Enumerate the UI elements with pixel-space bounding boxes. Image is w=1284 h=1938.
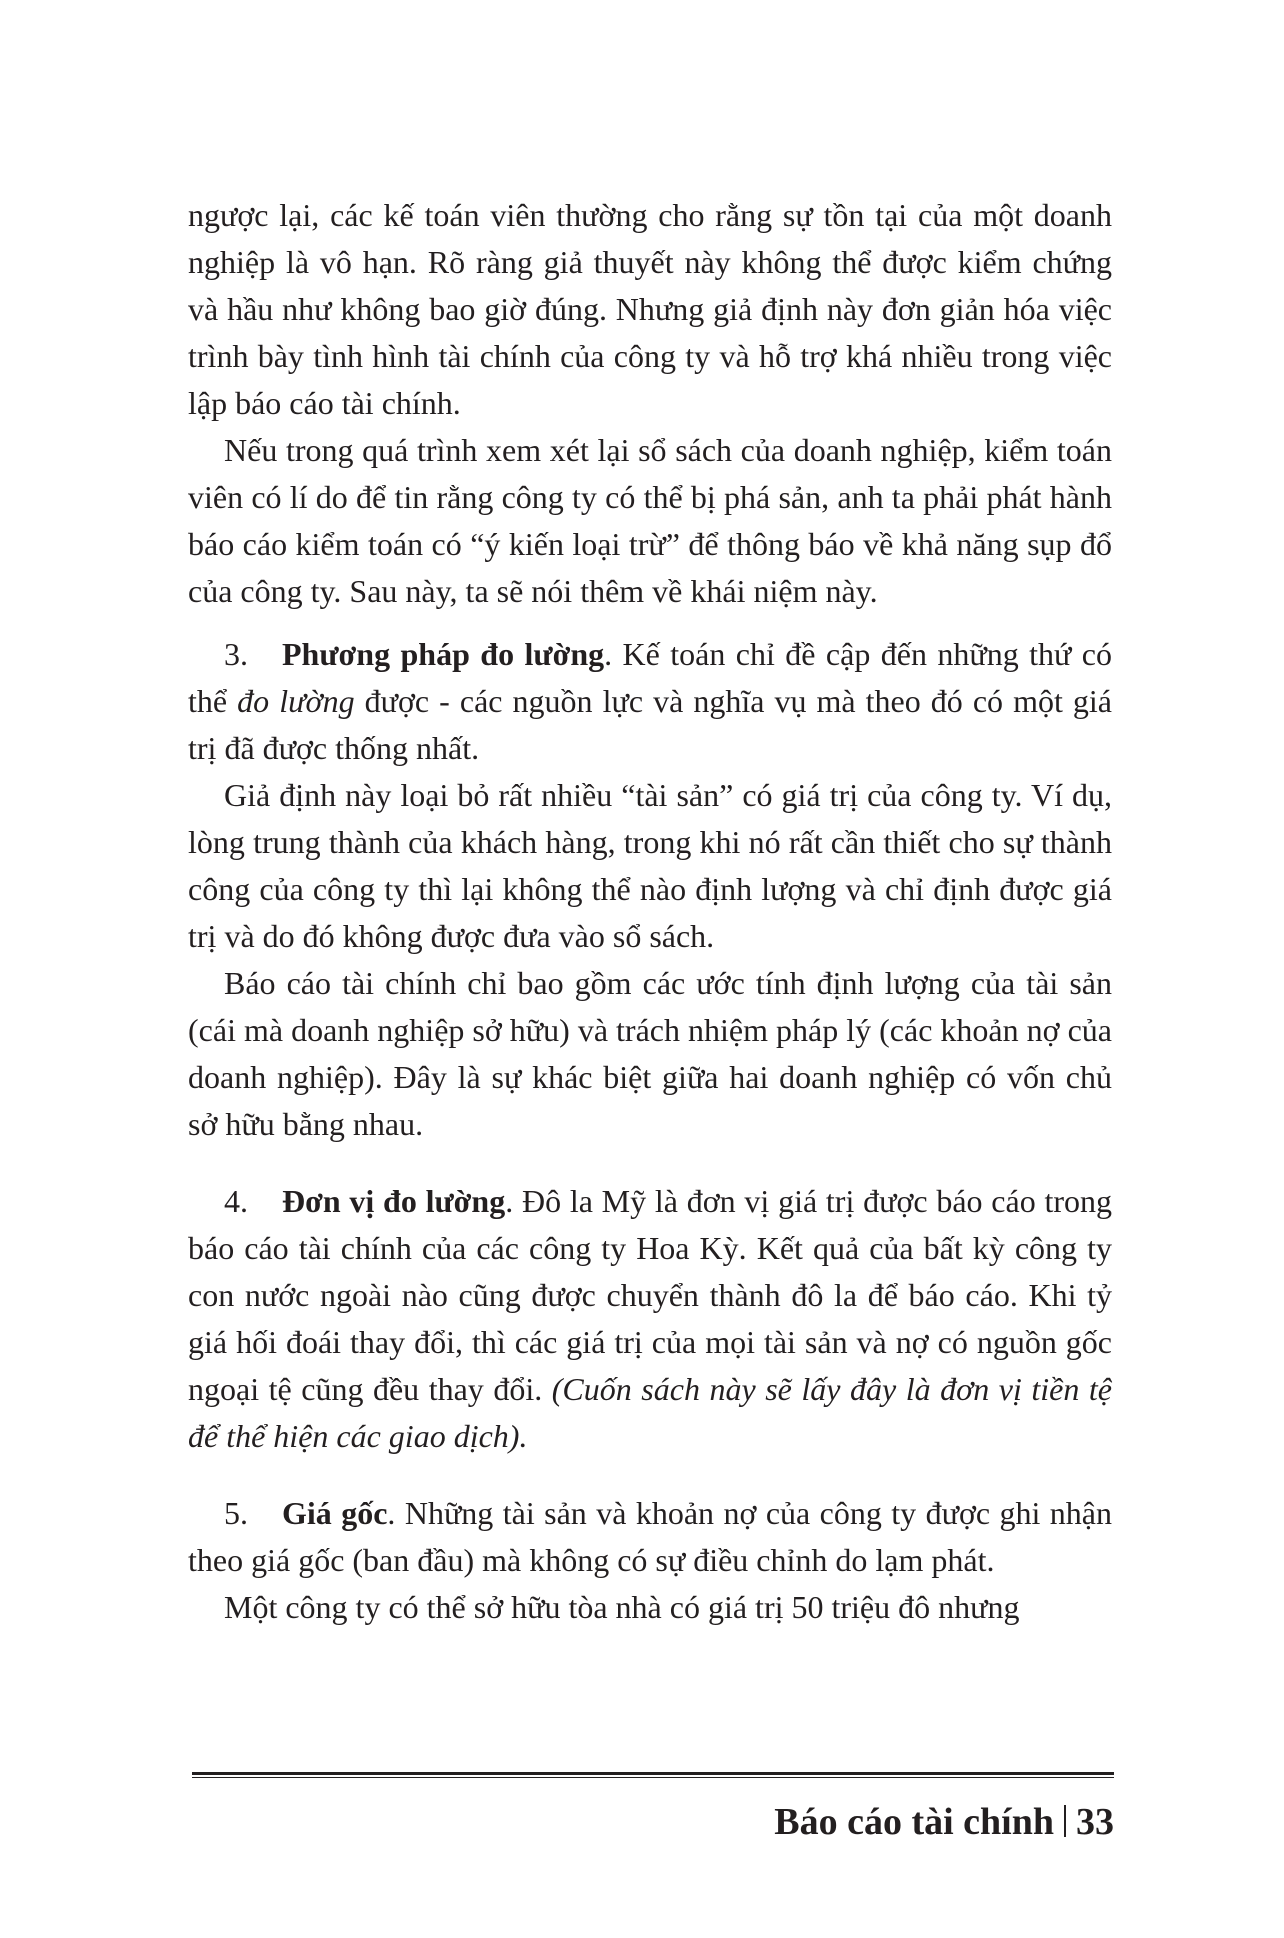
section-4-heading: Đơn vị đo lường [282,1183,506,1219]
paragraph-building-value: Một công ty có thể sở hữu tòa nhà có giá trị 50 triệu đô nhưng [224,1589,1020,1625]
section-4-unit [188,1178,1112,1460]
paragraph-auditor-opinion: Nếu trong quá trình xem xét lại sổ sách của doanh nghiệp, kiểm toán viên có lí do để tin rằng công ty có thể bị phá sản, anh ta phải phát hành báo cáo kiểm toán có “ý kiến loại trừ” để thông báo về khả năng sụp đổ của công ty. Sau này, ta sẽ nói thêm về khái niệm này. [188,432,1112,609]
section-3-text-b: được - các nguồn lực và nghĩa vụ mà theo đó có một giá trị đã được thống nhất. [188,683,1112,766]
section-3-heading: Phương pháp đo lường [282,636,605,672]
footer-separator [1064,1805,1066,1837]
section-4-text: . Đô la Mỹ là đơn vị giá trị được báo cáo trong báo cáo tài chính của các công ty Hoa Kỳ. Kết quả của bất kỳ công ty con nước ngoài nào cũng được chuyển thành đô la để báo cáo. Khi tỷ giá hối đoái thay đổi, thì các giá trị của mọi tài sản và nợ có nguồn gốc ngoại tệ cũng đều thay đổi. [188,1183,1113,1407]
section-5-historical-cost [188,1490,1112,1584]
section-3-measurement [188,631,1112,772]
paragraph-continuation: ngược lại, các kế toán viên thường cho rằng sự tồn tại của một doanh nghiệp là vô hạn. Rõ ràng giả thuyết này không thể được kiểm chứng và hầu như không bao giờ đúng. Nhưng giả định này đơn giản hóa việc trình bày tình hình tài chính của công ty và hỗ trợ khá nhiều trong việc lập báo cáo tài chính. [188,197,1112,421]
running-footer [774,1800,1114,1844]
section-4-number: 4. [224,1183,248,1219]
section-5-text: . Những tài sản và khoản nợ của công ty được ghi nhận theo giá gốc (ban đầu) mà không có sự điều chỉnh do lạm phát. [188,1495,1113,1578]
page-number: 33 [1076,1801,1114,1843]
section-4-note: (Cuốn sách này sẽ lấy đây là đơn vị tiền tệ để thể hiện các giao dịch). [188,1371,1113,1454]
section-3-number: 3. [224,636,248,672]
section-5-heading: Giá gốc [282,1495,388,1531]
section-3-text-a: . Kế toán chỉ đề cập đến những thứ có thể [188,636,1113,719]
footer-rule [192,1772,1114,1778]
paragraph-assets-excluded: Giả định này loại bỏ rất nhiều “tài sản” có giá trị của công ty. Ví dụ, lòng trung thành của khách hàng, trong khi nó rất cần thiết cho sự thành công của công ty thì lại không thể nào định lượng và chỉ định được giá trị và do đó không được đưa vào sổ sách. [188,777,1112,954]
body-text [188,192,1112,1631]
footer-title: Báo cáo tài chính [774,1801,1054,1843]
paragraph-financial-statements: Báo cáo tài chính chỉ bao gồm các ước tính định lượng của tài sản (cái mà doanh nghiệp sở hữu) và trách nhiệm pháp lý (các khoản nợ của doanh nghiệp). Đây là sự khác biệt giữa hai doanh nghiệp có vốn chủ sở hữu bằng nhau. [188,965,1112,1142]
section-3-emphasis: đo lường [237,683,355,719]
section-5-number: 5. [224,1495,248,1531]
